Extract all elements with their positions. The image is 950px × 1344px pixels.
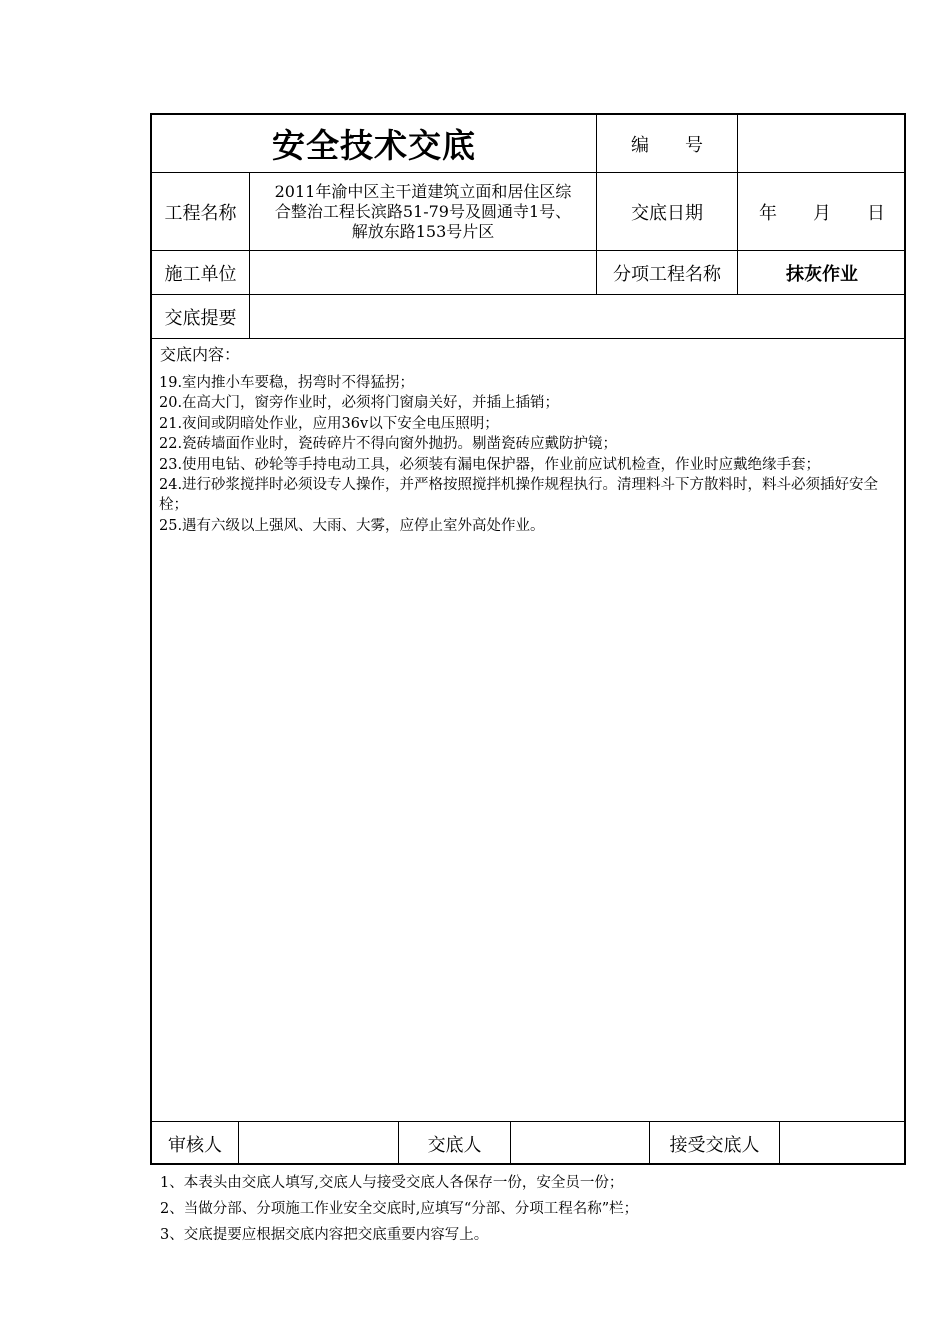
reviewer-label: 审核人 (168, 1134, 222, 1156)
content-item: 24.进行砂浆搅拌时必须设专人操作，并严格按照搅拌机操作规程执行。清理料斗下方散料时，料斗必须插好安全栓； (159, 477, 879, 514)
disclosure-date-value[interactable]: 年 月 日 (759, 202, 885, 224)
row-divider (152, 338, 904, 339)
subitem-project-label: 分项工程名称 (613, 263, 721, 285)
construction-unit-value[interactable] (250, 251, 596, 294)
content-heading: 交底内容： (160, 345, 241, 364)
footer-notes (160, 1170, 638, 1248)
content-item: 23.使用电钻、砂轮等手持电动工具，必须装有漏电保护器，作业前应试机检查，作业时应戴绝缘手套； (159, 456, 821, 473)
content-item: 25.遇有六级以上强风、大雨、大雾，应停止室外高处作业。 (159, 517, 545, 534)
content-item: 22.瓷砖墙面作业时，瓷砖碎片不得向窗外抛扔。剔凿瓷砖应戴防护镜； (159, 436, 618, 453)
disclosure-summary-label: 交底提要 (164, 307, 237, 329)
construction-unit-label: 施工单位 (164, 263, 237, 285)
note-item: 2、当做分部、分项施工作业安全交底时,应填写“分部、分项工程名称”栏； (160, 1201, 639, 1217)
project-name-line: 解放东路153号片区 (351, 221, 495, 241)
receiver-label: 接受交底人 (669, 1134, 760, 1156)
content-item: 21.夜间或阴暗处作业，应用36v以下安全电压照明； (159, 415, 499, 432)
project-name-line: 2011年渝中区主干道建筑立面和居住区综 (274, 181, 572, 201)
discloser-value[interactable] (511, 1122, 649, 1165)
form-title: 安全技术交底 (272, 126, 476, 165)
number-label: 编 号 (631, 134, 703, 156)
content-item: 20.在高大门，窗旁作业时，必须将门窗扇关好，并插上插销； (159, 395, 560, 412)
subitem-project-value: 抹灰作业 (786, 263, 858, 285)
project-name-line: 合整治工程长滨路51-79号及圆通寺1号、 (274, 201, 572, 221)
disclosure-content (159, 373, 899, 536)
number-value[interactable] (738, 115, 906, 172)
disclosure-summary-value[interactable] (250, 295, 906, 338)
note-item: 1、本表头由交底人填写,交底人与接受交底人各保存一份，安全员一份； (160, 1175, 624, 1191)
project-name-value (250, 173, 596, 250)
reviewer-value[interactable] (239, 1122, 398, 1165)
content-item: 19.室内推小车要稳，拐弯时不得猛拐； (159, 375, 415, 391)
note-item: 3、交底提要应根据交底内容把交底重要内容写上。 (160, 1227, 489, 1243)
disclosure-form-table (150, 113, 906, 1165)
receiver-value[interactable] (780, 1122, 906, 1165)
project-name-label: 工程名称 (164, 202, 237, 224)
discloser-label: 交底人 (427, 1134, 482, 1156)
disclosure-date-label: 交底日期 (631, 202, 703, 224)
